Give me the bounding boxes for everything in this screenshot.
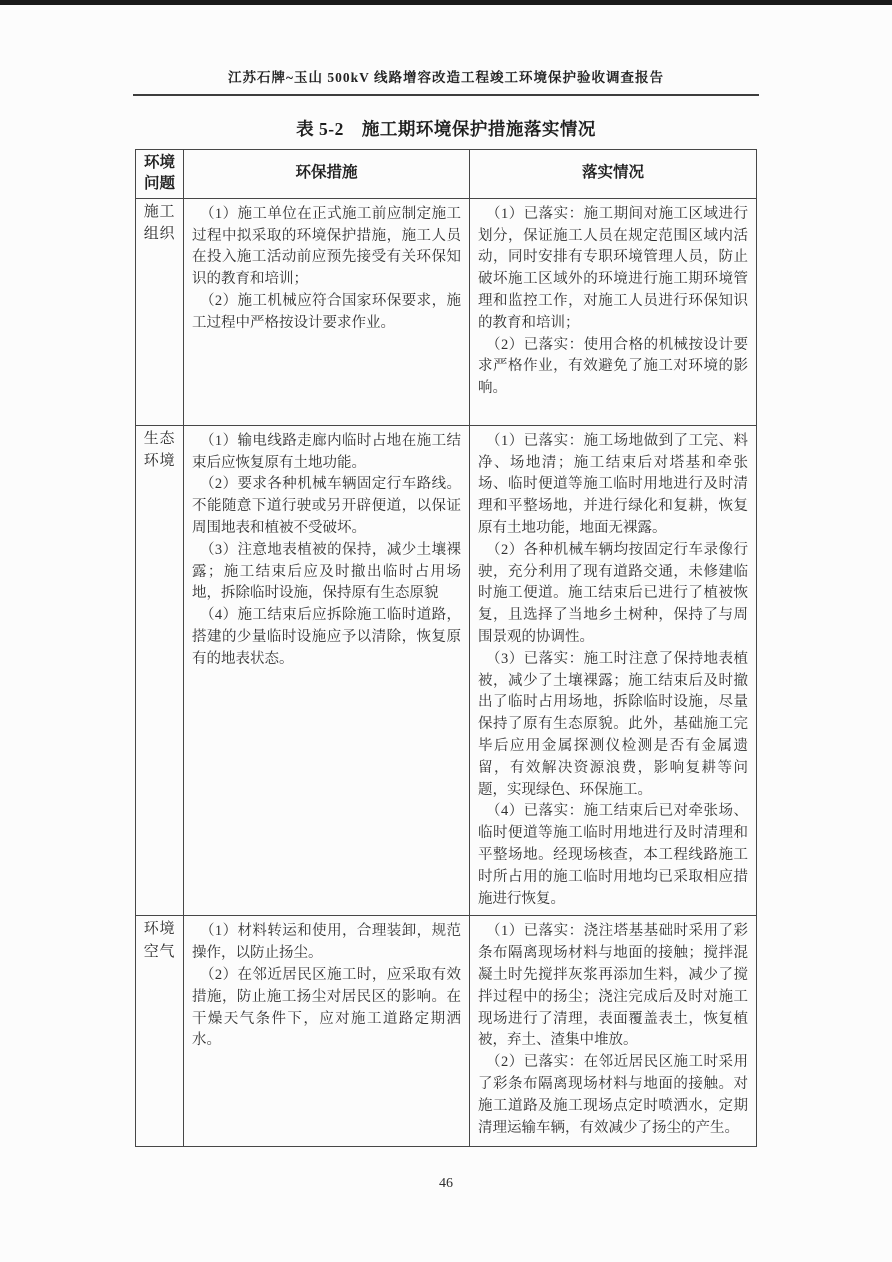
implementation-paragraph: （3）已落实：施工时注意了保持地表植被，减少了土壤裸露；施工结束后及时撤出了临时占用场地，拆除临时设施，尽量保持了原有生态原貌。此外，基础施工完毕后应用金属探测仪检测是否有金属遗留，有效解决资源浪费，影响复耕等问题，实现绿色、环保施工。: [478, 650, 748, 798]
measure-paragraph: （2）要求各种机械车辆固定行车路线。不能随意下道行驶或另开辟便道，以保证周围地表和植被不受破坏。: [192, 476, 461, 537]
column-header-measures: 环保措施: [184, 150, 470, 199]
header-rule: [133, 94, 759, 96]
measure-paragraph: （2）施工机械应符合国家环保要求，施工过程中严格按设计要求作业。: [192, 293, 461, 331]
column-header-issue: [136, 150, 184, 199]
measure-paragraph: （4）施工结束后应拆除施工临时道路，搭建的少量临时设施应予以清除，恢复原有的地表状态。: [192, 607, 461, 667]
table-row-ambient-air: [136, 916, 757, 1147]
measures-table: [135, 149, 757, 1147]
scan-artifact-band: [0, 0, 892, 5]
issue-label: 施工组织: [143, 203, 176, 243]
implementation-cell: [470, 425, 757, 916]
table-row-ecological-environment: [136, 425, 757, 916]
measure-paragraph: （1）输电线路走廊内临时占地在施工结束后应恢复原有土地功能。: [192, 432, 461, 471]
measures-cell: [184, 198, 470, 425]
measure-paragraph: （1）材料转运和使用，合理装卸，规范操作，以防止扬尘。: [192, 923, 461, 962]
issue-cell: [136, 425, 184, 916]
measure-paragraph: （2）在邻近居民区施工时，应采取有效措施，防止施工扬尘对居民区的影响。在干燥天气条件下，应对施工道路定期洒水。: [192, 966, 461, 1049]
issue-cell: [136, 198, 184, 425]
implementation-paragraph: （2）已落实：在邻近居民区施工时采用了彩条布隔离现场材料与地面的接触。对施工道路及施工现场点定时喷洒水，定期清理运输车辆，有效减少了扬尘的产生。: [478, 1054, 748, 1136]
issue-label: 环境空气: [143, 921, 176, 960]
implementation-paragraph: （2）已落实：使用合格的机械按设计要求严格作业，有效避免了施工对环境的影响。: [478, 336, 748, 397]
column-header-issue-label: 环境问题: [143, 154, 175, 192]
measures-cell: [184, 916, 470, 1147]
table-row-construction-organization: [136, 198, 757, 425]
issue-cell: [136, 916, 184, 1147]
measure-paragraph: （1）施工单位在正式施工前应制定施工过程中拟采取的环境保护措施，施工人员在投入施工活动前应预先接受有关环保知识的教育和培训；: [192, 205, 461, 288]
implementation-paragraph: （1）已落实：施工场地做到了工完、料净、场地清；施工结束后对塔基和牵张场、临时便道等施工临时用地进行及时清理和平整场地，并进行绿化和复耕，恢复原有土地功能，地面无裸露。: [478, 432, 748, 537]
implementation-paragraph: （1）已落实：施工期间对施工区域进行划分，保证施工人员在规定范围区域内活动，同时安排有专职环境管理人员，防止破坏施工区域外的环境进行施工期环境管理和监控工作，对施工人员进行环保知识的教育和培训；: [478, 205, 748, 331]
running-header: 江苏石牌~玉山 500kV 线路增容改造工程竣工环境保护验收调查报告: [227, 70, 665, 85]
implementation-paragraph: （1）已落实：浇注塔基基础时采用了彩条布隔离现场材料与地面的接触；搅拌混凝土时先搅拌灰浆再添加生料，减少了搅拌过程中的扬尘；浇注完成后及时对施工现场进行了清理，表面覆盖表土，恢复植被，弃土、渣集中堆放。: [478, 923, 748, 1049]
implementation-cell: [470, 198, 757, 425]
table-caption: 表 5-2 施工期环境保护措施落实情况: [296, 119, 596, 139]
table-header-row: [136, 150, 757, 199]
implementation-paragraph: （4）已落实：施工结束后已对牵张场、临时便道等施工临时用地进行及时清理和平整场地。经现场核查，本工程线路施工时所占用的施工临时用地均已采取相应措施进行恢复。: [478, 803, 748, 907]
implementation-paragraph: （2）各种机械车辆均按固定行车录像行驶，充分利用了现有道路交通，未修建临时施工便道。施工结束后已进行了植被恢复，且选择了当地乡土树种，保持了与周围景观的协调性。: [478, 541, 748, 646]
page-number: 46: [439, 1176, 453, 1191]
column-header-implementation: 落实情况: [470, 150, 757, 199]
issue-label: 生态环境: [143, 430, 176, 470]
measure-paragraph: （3）注意地表植被的保持，减少土壤裸露；施工结束后应及时撤出临时占用场地，拆除临时设施，保持原有生态原貌: [192, 541, 461, 602]
measures-cell: [184, 425, 470, 916]
implementation-cell: [470, 916, 757, 1147]
